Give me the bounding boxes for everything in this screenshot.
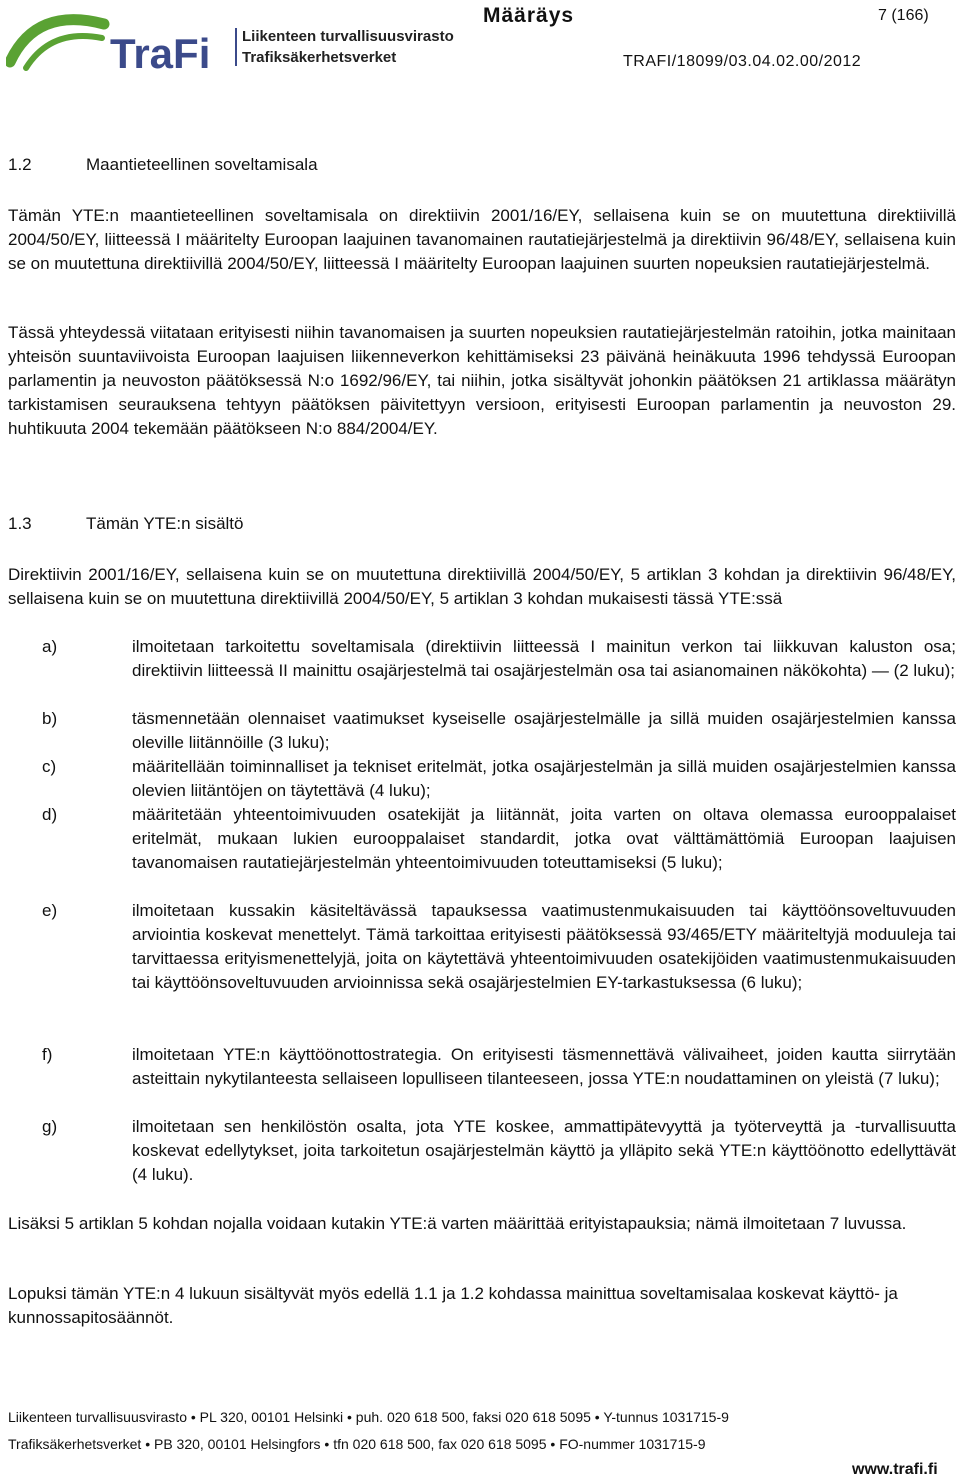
list-item-label: g) bbox=[42, 1117, 58, 1136]
list-item-label: b) bbox=[42, 709, 58, 728]
list-item-label: c) bbox=[42, 757, 57, 776]
section-number: 1.3 bbox=[8, 514, 32, 533]
list-item-label: f) bbox=[42, 1045, 53, 1064]
org-name-fi: Liikenteen turvallisuusvirasto bbox=[242, 28, 454, 45]
footer-line-fi: Liikenteen turvallisuusvirasto • PL 320, 00101 Helsinki • puh. 020 618 500, faksi 020 618 5095 • Y-tunnus 1031715-9 bbox=[8, 1409, 729, 1425]
list-item-text: määritellään toiminnalliset ja tekniset eritelmät, jotka osajärjestelmän ja sillä muiden osajärjestelmien kanssa olevien liitäntöjen on täytettävä (4 luku); bbox=[132, 757, 956, 800]
page-number: 7 (166) bbox=[878, 7, 929, 24]
list-item-text: ilmoitetaan YTE:n käyttöönottostrategia. On erityisesti täsmennettävä välivaiheet, joiden kautta siirrytään asteittain nykytilanteesta sellaiseen lopulliseen tilanteeseen, jossa YTE:n noudattaminen on yleistä (7 luku); bbox=[132, 1045, 956, 1088]
list-item-text: ilmoitetaan kussakin käsiteltävässä tapauksessa vaatimustenmukaisuuden tai käyttöönsoveltuvuuden arviointia koskevat menettelyt. Tämä tarkoittaa erityisesti päätöksessä 93/465/ETY määriteltyjä moduuleja tai tarvittaessa erityismenettelyjä, joita on käytettävä yhteentoimivuuden osatekijöiden vaatimustenmukaisuuden tai käyttöönsoveltuvuuden arvioinnissa sekä osajärjestelmien EY-tarkastuksessa (6 luku); bbox=[132, 901, 956, 992]
paragraph-special-cases: Lisäksi 5 artiklan 5 kohdan nojalla voidaan kutakin YTE:ä varten määrittää erityistapauksia; nämä ilmoitetaan 7 luvussa. bbox=[8, 1214, 907, 1233]
document-type: Määräys bbox=[483, 4, 575, 27]
section-title: Tämän YTE:n sisältö bbox=[86, 514, 244, 533]
trafi-logo bbox=[6, 4, 466, 74]
document-reference: TRAFI/18099/03.04.02.00/2012 bbox=[623, 53, 862, 70]
list-item-text: määritetään yhteentoimivuuden osatekijät ja liitännät, joita varten on oltava olemassa eurooppalaiset eritelmät, mukaan lukien eurooppalaiset standardit, jotka ovat välttämättömiä Euroopan laajuisen tavanomaisen rautatiejärjestelmän yhteentoimivuuden toteuttamiseksi (5 luku); bbox=[132, 805, 956, 872]
footer-website-link[interactable]: www.trafi.fi bbox=[852, 1461, 938, 1478]
list-item-text: täsmennetään olennaiset vaatimukset kyseiselle osajärjestelmälle ja sillä muiden osajärjestelmien kanssa oleville liitännöille (3 luku); bbox=[132, 709, 956, 752]
paragraph-final: Lopuksi tämän YTE:n 4 lukuun sisältyvät myös edellä 1.1 ja 1.2 kohdassa mainittua soveltamisalaa koskevat käyttö- ja kunnossapitosäännöt. bbox=[8, 1284, 898, 1327]
svg-text:TraFi: TraFi bbox=[110, 30, 211, 74]
org-name-sv: Trafiksäkerhetsverket bbox=[242, 49, 397, 66]
paragraph-scope-1: Tämän YTE:n maantieteellinen soveltamisala on direktiivin 2001/16/EY, sellaisena kuin se on muutettuna direktiivillä 2004/50/EY, liitteessä I määritelty Euroopan laajuinen tavanomainen rautatiejärjestelmä ja direktiivin 96/48/EY, sellaisena kuin se on muutettuna direktiivillä 2004/50/EY, liitteessä I määritelty Euroopan laajuinen suurten nopeuksien rautatiejärjestelmä. bbox=[8, 206, 956, 273]
section-number: 1.2 bbox=[8, 155, 32, 174]
list-item-label: a) bbox=[42, 637, 58, 656]
section-heading-1-3 bbox=[8, 514, 243, 534]
list-item-label: e) bbox=[42, 901, 58, 920]
section-heading-1-2 bbox=[8, 155, 318, 175]
paragraph-scope-2: Tässä yhteydessä viitataan erityisesti niihin tavanomaisen ja suurten nopeuksien rautatiejärjestelmän ratoihin, jotka mainitaan yhteisön suuntaviivoista Euroopan laajuisen liikenneverkon kehittämiseksi 23 päivänä heinäkuuta 1996 tehdyssä Euroopan parlamentin ja neuvoston päätöksessä N:o 1692/96/EY, tai niihin, jotka sisältyvät johonkin päätöksen 21 artiklassa määrätyn tarkistamisen seurauksena tehtyyn päätöksen päivitettyyn versioon, erityisesti Euroopan parlamentin ja neuvoston 29. huhtikuuta 2004 tekemään päätökseen N:o 884/2004/EY. bbox=[8, 323, 956, 438]
list-item-text: ilmoitetaan tarkoitettu soveltamisala (direktiivin liitteessä I mainitun verkon tai liikkuvan kaluston osa; direktiivin liitteessä II mainittu osajärjestelmä tai osajärjestelmän osa tai asianomainen näkökohta) — (2 luku); bbox=[132, 637, 956, 680]
paragraph-content-intro: Direktiivin 2001/16/EY, sellaisena kuin se on muutettuna direktiivillä 2004/50/EY, 5 artiklan 3 kohdan ja direktiivin 96/48/EY, sellaisena kuin se on muutettuna direktiivillä 2004/50/EY, 5 artiklan 3 kohdan mukaisesti tässä YTE:ssä bbox=[8, 565, 956, 608]
footer-line-sv: Trafiksäkerhetsverket • PB 320, 00101 Helsingfors • tfn 020 618 500, fax 020 618 5095 • FO-nummer 1031715-9 bbox=[8, 1436, 706, 1452]
list-item-label: d) bbox=[42, 805, 58, 824]
list-item-text: ilmoitetaan sen henkilöstön osalta, jota YTE koskee, ammattipätevyyttä ja työterveyttä ja -turvallisuutta koskevat edellytykset, joita tarkoitetun osajärjestelmän käyttö ja ylläpito sekä YTE:n käyttöönotto edellyttävät (4 luku). bbox=[132, 1117, 956, 1184]
section-title: Maantieteellinen soveltamisala bbox=[86, 155, 318, 174]
